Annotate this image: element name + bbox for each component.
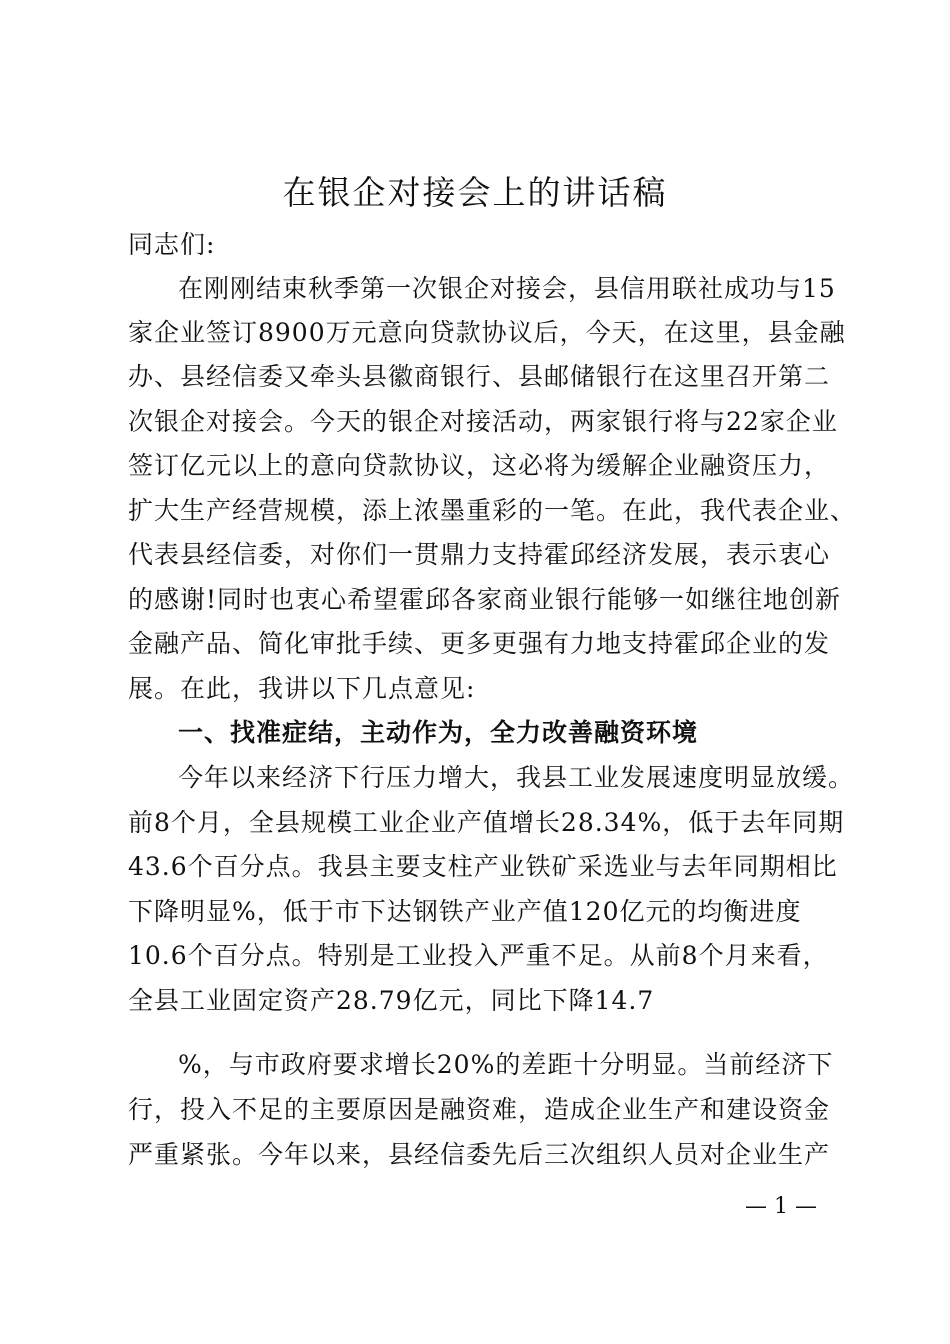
paragraph-line: 全县工业固定资产28.79亿元，同比下降14.7 xyxy=(128,986,655,1015)
paragraph-line: 今年以来经济下行压力增大，我县工业发展速度明显放缓。 xyxy=(178,763,855,792)
paragraph-line: 代表县经信委，对你们一贯鼎力支持霍邱经济发展，表示衷心 xyxy=(128,540,831,569)
paragraph-line: %，与市政府要求增长20%的差距十分明显。当前经济下 xyxy=(178,1050,834,1079)
paragraph-line: 签订亿元以上的意向贷款协议，这必将为缓解企业融资压力， xyxy=(128,451,831,480)
paragraph-line: 在刚刚结束秋季第一次银企对接会，县信用联社成功与15 xyxy=(178,274,836,303)
section-heading: 一、找准症结，主动作为，全力改善融资环境 xyxy=(178,718,699,747)
paragraph-line: 的感谢!同时也衷心希望霍邱各家商业银行能够一如继往地创新 xyxy=(128,585,842,614)
paragraph-line: 行，投入不足的主要原因是融资难，造成企业生产和建设资金 xyxy=(128,1095,831,1124)
paragraph-line: 严重紧张。今年以来，县经信委先后三次组织人员对企业生产 xyxy=(128,1140,831,1169)
paragraph-line: 展。在此，我讲以下几点意见: xyxy=(128,674,476,703)
document-title: 在银企对接会上的讲话稿 xyxy=(282,173,668,212)
paragraph-line: 家企业签订8900万元意向贷款协议后，今天，在这里，县金融 xyxy=(128,318,846,347)
paragraph-line: 前8个月，全县规模工业企业产值增长28.34%，低于去年同期 xyxy=(128,808,845,837)
page-number: — 1 — xyxy=(745,1194,817,1219)
paragraph-line: 次银企对接会。今天的银企对接活动，两家银行将与22家企业 xyxy=(128,407,838,436)
paragraph-line: 金融产品、简化审批手续、更多更强有力地支持霍邱企业的发 xyxy=(128,629,831,658)
paragraph-line: 扩大生产经营规模，添上浓墨重彩的一笔。在此，我代表企业、 xyxy=(128,496,857,525)
paragraph-line: 下降明显%，低于市下达钢铁产业产值120亿元的均衡进度 xyxy=(128,897,802,926)
paragraph-line: 43.6个百分点。我县主要支柱产业铁矿采选业与去年同期相比 xyxy=(128,852,838,881)
paragraph-line: 办、县经信委又牵头县徽商银行、县邮储银行在这里召开第二 xyxy=(128,362,831,391)
salutation: 同志们: xyxy=(128,230,216,259)
paragraph-line: 10.6个百分点。特别是工业投入严重不足。从前8个月来看， xyxy=(128,941,829,970)
